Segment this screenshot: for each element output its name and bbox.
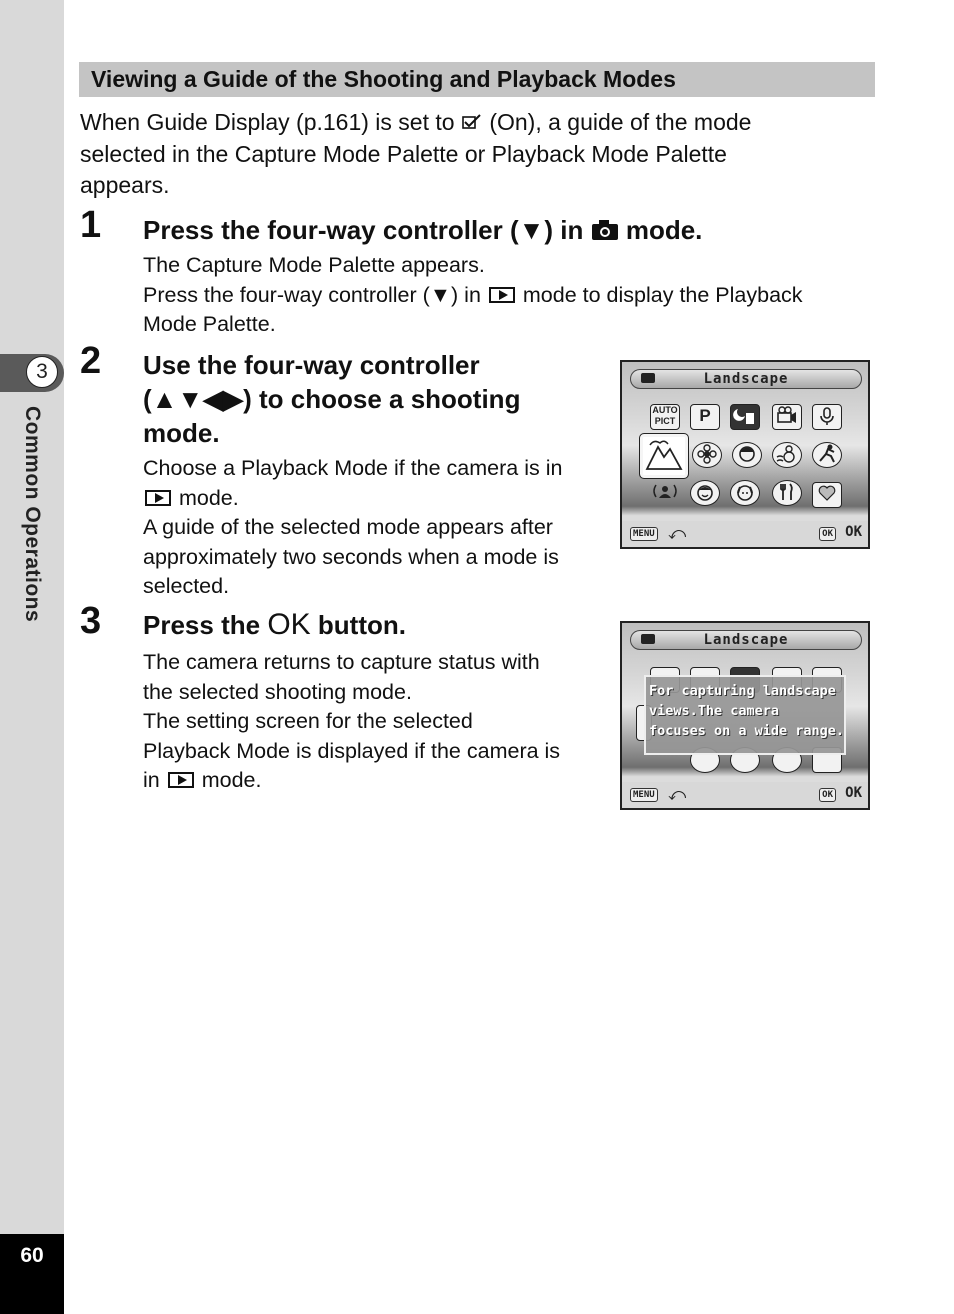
step-title-text: Use the four-way controller — [143, 350, 480, 380]
step-title-text: Press the — [143, 610, 261, 640]
intro-text: selected in the Capture Mode Palette or Playback Mode Palette — [80, 141, 727, 168]
step-text: The setting screen for the selected — [143, 709, 473, 734]
guide-line: For capturing landscape — [649, 683, 836, 699]
kids-mode-icon[interactable] — [690, 480, 720, 506]
step-body — [143, 648, 603, 796]
intro-text: When Guide Display (p.161) is set to — [80, 109, 455, 135]
screen-title: Landscape — [703, 371, 789, 387]
step-text: selected. — [143, 574, 230, 599]
step-title-text: mode. — [143, 418, 220, 448]
landscape-mode-icon[interactable] — [640, 434, 688, 478]
back-arrow-icon: ⤺ — [668, 785, 687, 804]
mode-guide-screen — [620, 621, 870, 810]
chapter-label: Common Operations — [21, 406, 44, 623]
step-title — [143, 608, 406, 642]
guide-line: focuses on a wide range. — [649, 723, 845, 739]
auto-label: AUTO — [652, 405, 678, 415]
step-title-text: Press the four-way controller (▼) in — [143, 215, 584, 245]
portrait-mode-icon[interactable] — [732, 442, 762, 468]
section-header — [79, 62, 875, 97]
ok-label: OK — [845, 785, 862, 801]
ok-button-label: OK — [267, 608, 311, 641]
camera-icon — [591, 215, 619, 249]
checkbox-on-icon — [461, 108, 483, 139]
guide-line: views.The camera — [649, 703, 780, 719]
step-text: mode. — [178, 485, 239, 510]
section-title: Viewing a Guide of the Shooting and Playback Modes — [91, 66, 676, 92]
back-arrow-icon: ⤺ — [668, 524, 687, 543]
step-text: Playback Mode is displayed if the camera is — [143, 738, 561, 763]
step-title — [143, 348, 603, 450]
snow-mode-icon[interactable] — [772, 442, 802, 468]
step-text: Press the four-way controller (▼) in — [143, 282, 481, 307]
capture-mode-palette-screen — [620, 360, 870, 549]
step-body — [143, 454, 603, 602]
auto-picture-mode-icon[interactable] — [650, 404, 680, 430]
playback-icon — [168, 772, 194, 788]
step-title — [143, 213, 702, 249]
screen-title-bar — [630, 630, 862, 650]
step-title-text: button. — [317, 610, 406, 640]
menu-button[interactable]: MENU — [630, 527, 658, 541]
playback-icon — [489, 287, 515, 303]
menu-button[interactable]: MENU — [630, 788, 658, 802]
step-text: The Capture Mode Palette appears. — [143, 253, 485, 277]
sport-mode-icon[interactable] — [812, 442, 842, 468]
intro-text: (On), a guide of the mode — [489, 109, 752, 135]
screen-title-bar — [630, 369, 862, 389]
intro-text: appears. — [80, 172, 170, 199]
pict-label: PICT — [654, 416, 676, 426]
step-text: mode. — [201, 768, 262, 793]
intro-paragraph — [80, 107, 875, 201]
voice-recording-icon[interactable] — [812, 404, 842, 430]
step-text: Mode Palette. — [143, 312, 276, 337]
playback-icon — [145, 490, 171, 506]
step-body — [143, 251, 883, 340]
program-mode-icon[interactable]: P — [690, 404, 720, 430]
step-text: Choose a Playback Mode if the camera is in — [143, 456, 563, 480]
screen-title: Landscape — [703, 632, 789, 648]
step-text: in — [143, 768, 160, 793]
screen-footer — [622, 521, 868, 547]
step-text: approximately two seconds when a mode is — [143, 544, 559, 569]
page-number: 60 — [20, 1244, 44, 1267]
step-text: mode to display the Playback — [522, 282, 803, 307]
step-text: A guide of the selected mode appears after — [143, 515, 553, 540]
flower-mode-icon[interactable] — [692, 442, 722, 468]
food-mode-icon[interactable] — [772, 480, 802, 506]
ok-button[interactable]: OK — [819, 527, 836, 541]
step-number: 3 — [80, 600, 102, 642]
chapter-number: 3 — [26, 356, 58, 388]
frame-composite-icon[interactable] — [812, 482, 842, 508]
ok-button[interactable]: OK — [819, 788, 836, 802]
pet-mode-icon[interactable] — [730, 480, 760, 506]
step-number: 2 — [80, 340, 102, 382]
ok-label: OK — [845, 524, 862, 540]
screen-footer — [622, 782, 868, 808]
night-scene-icon[interactable] — [730, 404, 760, 430]
movie-mode-icon[interactable] — [772, 404, 802, 430]
step-title-text: mode. — [625, 215, 703, 245]
step-title-text: (▲▼◀▶) to choose a shooting — [143, 384, 521, 414]
step-number: 1 — [80, 204, 102, 246]
digital-sr-icon[interactable] — [650, 480, 680, 506]
step-text: the selected shooting mode. — [143, 679, 412, 704]
step-text: The camera returns to capture status with — [143, 650, 540, 674]
side-tab-bar — [0, 0, 64, 1314]
mode-guide-tooltip — [644, 675, 846, 755]
